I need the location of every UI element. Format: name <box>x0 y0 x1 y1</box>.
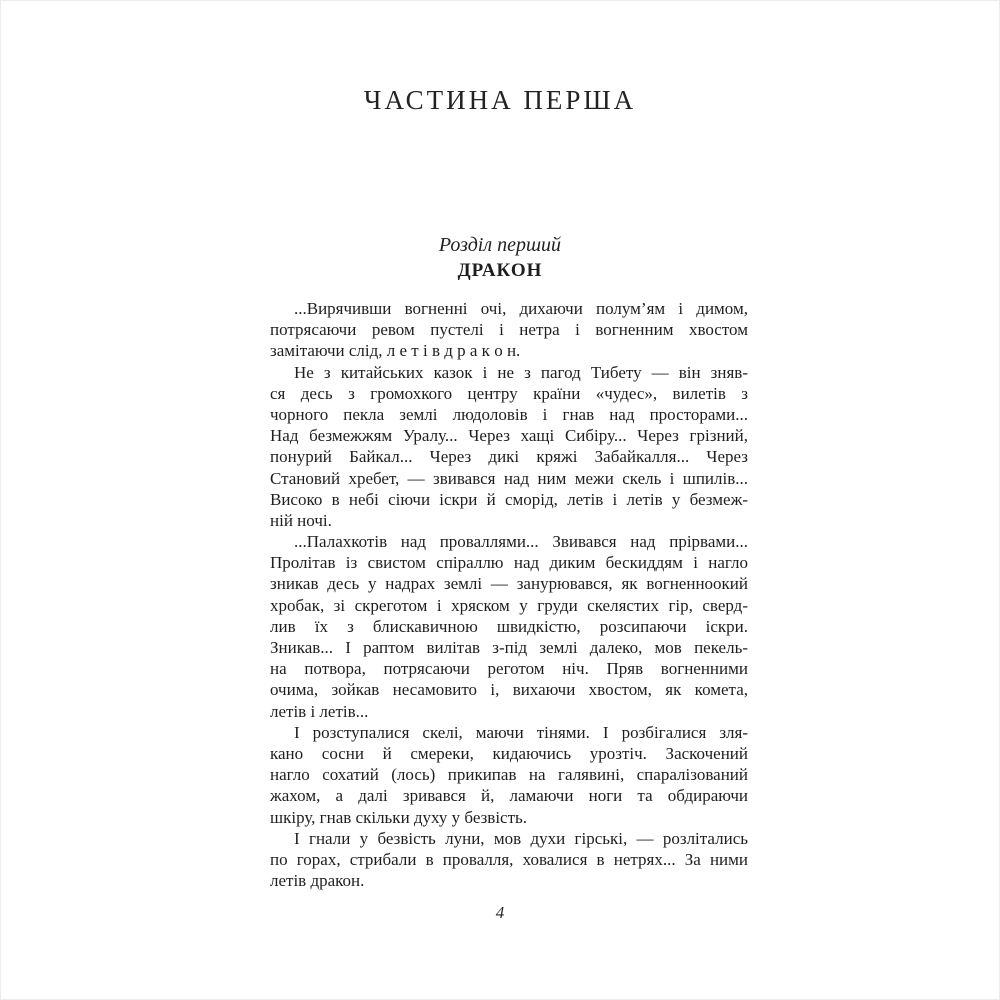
text-line: понурий Байкал... Через дикі кряжі Забайкалля... Через <box>270 447 748 467</box>
text-line: на потвора, потрясаючи реготом ніч. Пряв вогненними <box>270 659 748 679</box>
body-text <box>270 298 748 891</box>
paragraph <box>270 298 748 362</box>
text-line: лив їх з блискавичною швидкістю, розсипаючи іскри. <box>270 616 748 636</box>
paragraph <box>270 362 748 532</box>
text-line: потрясаючи ревом пустелі і нетра і вогненним хвостом <box>270 320 748 340</box>
paragraph <box>270 828 748 892</box>
text-line: по горах, стрибали в провалля, ховалися в нетрях... За ними <box>270 849 748 869</box>
text-line: ...Вирячивши вогненні очі, дихаючи полум’ям і димом, <box>294 299 748 318</box>
text-line: жахом, а далі зривався й, ламаючи ноги та обдираючи <box>270 786 748 806</box>
text-line: кано сосни й смереки, кидаючись урозтіч. Заскочений <box>270 743 748 763</box>
chapter-label: Розділ перший <box>438 234 562 256</box>
text-line: очима, зойкав несамовито і, вихаючи хвостом, як комета, <box>270 680 748 700</box>
text-line: І гнали у безвість луни, мов духи гірські, — розлітались <box>294 828 748 848</box>
text-line: шкіру, гнав скільки духу у безвість. <box>270 807 528 827</box>
text-line: летів дракон. <box>270 871 365 891</box>
text-line: замітаючи слід, л е т і в д р а к о н. <box>270 341 521 361</box>
text-line: Становий хребет, — звивався над ним межи скель і шпилів... <box>270 468 748 488</box>
text-line: ...Палахкотів над проваллями... Звивався над прірвами... <box>294 532 748 552</box>
paragraph <box>270 531 748 722</box>
paragraph <box>270 722 748 828</box>
text-line: хробак, зі скреготом і хряском у груди скелястих гір, сверд- <box>270 595 748 615</box>
text-line: Високо в небі сіючи іскри й сморід, летів і летів у безмеж- <box>270 489 748 509</box>
text-line: Не з китайських казок і не з пагод Тибету — він зняв- <box>294 362 748 382</box>
text-line: Над безмежжям Уралу... Через хащі Сибіру... Через грізний, <box>270 426 748 446</box>
text-line: Пролітав із свистом спіраллю над диким бескиддям і нагло <box>270 553 748 573</box>
text-line: чорного пекла землі людоловів і гнав над просторами... <box>270 404 748 424</box>
text-line: ся десь з громохкого центру країни «чудес», вилетів з <box>270 383 748 403</box>
page-number: 4 <box>495 903 505 922</box>
text-line: летів і летів... <box>270 701 369 721</box>
text-line: І розступалися скелі, маючи тінями. І розбігалися зля- <box>294 722 748 742</box>
text-line: ній ночі. <box>270 510 332 530</box>
chapter-title: ДРАКОН <box>457 260 543 281</box>
text-line: зникав десь у надрах землі — занурювався, як вогненноокий <box>270 574 748 594</box>
text-line: Зникав... І раптом вилітав з-під землі далеко, мов пекель- <box>270 638 748 657</box>
text-line: нагло сохатий (лось) прикипав на галявині, спаралізований <box>270 765 748 785</box>
part-title: ЧАСТИНА ПЕРША <box>363 85 637 115</box>
